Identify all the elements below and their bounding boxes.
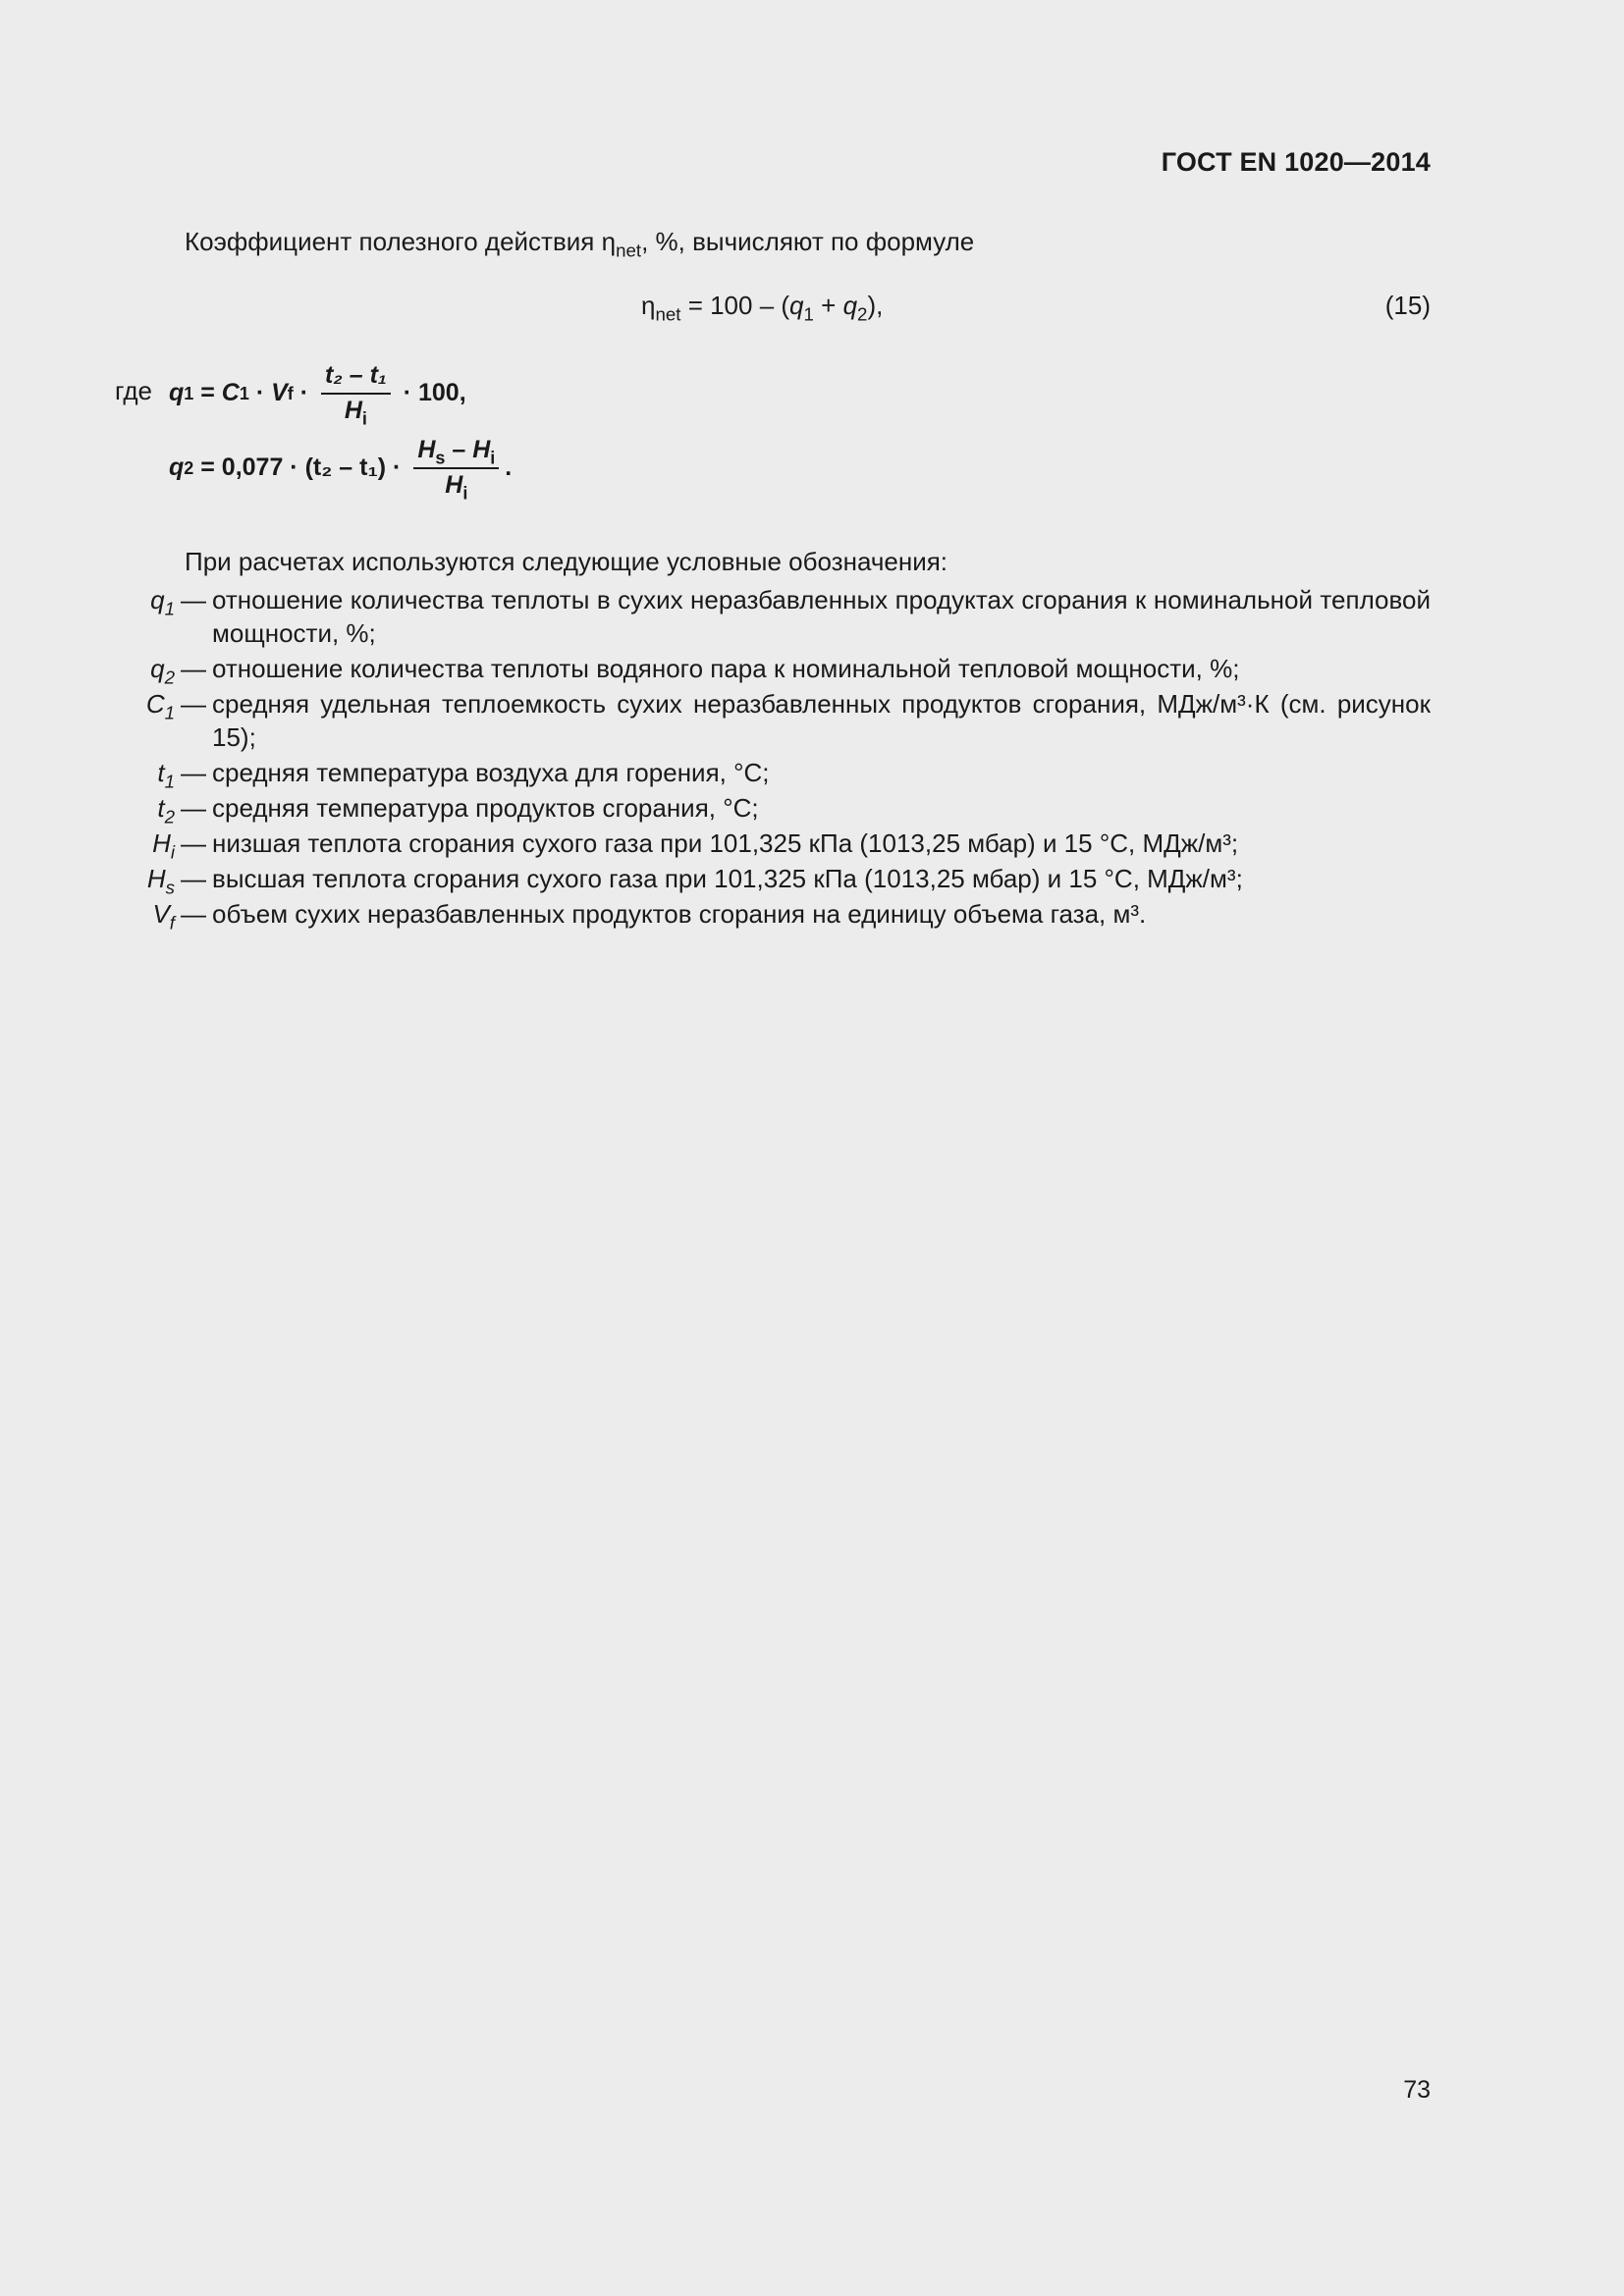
legend-description: средняя удельная теплоемкость сухих неразбавленных продуктов сгорания, МДж/м³·К (см. рисунок 15);: [212, 689, 1431, 752]
standard-header: ГОСТ EN 1020—2014: [1161, 147, 1431, 177]
legend-dash: —: [181, 899, 206, 929]
intro-subscript: net: [616, 240, 642, 261]
fraction-numerator: [413, 436, 499, 469]
formula-q1: q 1 = C 1 · V f · $\frac{\text{t₂ – t₁}}{H_i}$ · 100,: [169, 361, 466, 429]
fraction-den-sub: i: [361, 408, 367, 429]
legend-symbol-letter: V: [152, 899, 170, 929]
legend-symbol: [88, 583, 175, 619]
intro-paragraph: [185, 227, 975, 261]
equation-15: [641, 291, 884, 325]
legend-dash: —: [181, 689, 206, 719]
legend-symbol: [88, 687, 175, 721]
legend-dash: —: [181, 864, 206, 893]
fraction-den-symbol: H: [344, 397, 362, 424]
legend-item: [88, 652, 1431, 688]
fraction-hi-symbol: H: [472, 436, 491, 463]
legend-symbol: [88, 827, 175, 863]
legend-item: [88, 897, 1431, 934]
legend-symbol-sub: f: [169, 912, 175, 934]
legend-symbol-letter: C: [145, 689, 165, 719]
q2-symbol: q: [842, 291, 858, 320]
formula-dot: ·: [293, 379, 315, 406]
legend-symbol-letter: t: [157, 758, 165, 787]
q1-symbol: q: [789, 291, 804, 320]
fraction-hi-sub: i: [490, 448, 496, 468]
formula-dot: ·: [248, 379, 272, 406]
fraction-hs-symbol: H: [417, 436, 436, 463]
legend-symbol-sub: i: [170, 841, 175, 863]
intro-text-end: , %, вычисляют по формуле: [641, 227, 975, 256]
formula-q2-fraction: [413, 436, 499, 504]
fraction-den-symbol: H: [445, 471, 463, 499]
formula-q2-tail: .: [505, 454, 513, 481]
legend-item: [88, 687, 1431, 754]
formula-v-symbol: V: [271, 379, 288, 406]
legend-symbol-sub: 1: [164, 771, 175, 792]
legend-item: [88, 791, 1431, 828]
equation-part: = 100 – (: [680, 291, 790, 320]
fraction-minus: –: [445, 436, 473, 463]
legend-item: [88, 583, 1431, 650]
formula-c-symbol: C: [221, 379, 240, 406]
fraction-hs-sub: s: [435, 448, 446, 468]
legend-symbol-letter: q: [150, 585, 165, 614]
page-number: 73: [1403, 2076, 1431, 2104]
formula-q1-eq: =: [193, 379, 222, 406]
legend-symbol-sub: 2: [164, 806, 175, 828]
q1-subscript: 1: [803, 303, 814, 325]
eta-symbol: η: [641, 291, 656, 320]
legend-dash: —: [181, 585, 206, 614]
legend-description: отношение количества теплоты в сухих неразбавленных продуктах сгорания к номинальной тепловой мощности, %;: [212, 585, 1431, 648]
legend-symbol-sub: 1: [164, 702, 175, 723]
equation-number: (15): [1384, 291, 1431, 320]
legend-dash: —: [181, 654, 206, 683]
legend-symbol: [88, 791, 175, 828]
legend-symbol: [88, 756, 175, 792]
legend-item: [88, 827, 1431, 863]
legend-description: низшая теплота сгорания сухого газа при 101,325 кПа (1013,25 мбар) и 15 °С, МДж/м³;: [212, 828, 1239, 858]
fraction-den-sub: i: [462, 483, 468, 504]
legend-symbol-sub: 2: [164, 667, 175, 688]
legend-symbol-letter: H: [152, 828, 171, 858]
fraction-numerator: [321, 361, 391, 395]
legend-description: объем сухих неразбавленных продуктов сгорания на единицу объема газа, м³.: [212, 899, 1147, 929]
fraction-numerator-text: t₂ – t₁: [325, 361, 387, 389]
legend-symbol-letter: q: [150, 654, 165, 683]
legend-dash: —: [181, 758, 206, 787]
legend-description: средняя температура воздуха для горения, °С;: [212, 758, 770, 787]
legend-symbol-sub: s: [165, 877, 175, 898]
legend-item: [88, 862, 1431, 898]
q2-subscript: 2: [857, 303, 868, 325]
legend-symbol: [88, 652, 175, 688]
legend-symbol: [88, 897, 175, 934]
legend-dash: —: [181, 828, 206, 858]
legend-title: При расчетах используются следующие условные обозначения:: [185, 547, 948, 576]
formula-q1-fraction: [321, 361, 391, 429]
equation-plus: +: [813, 291, 843, 320]
legend-symbol-letter: t: [157, 793, 165, 823]
legend-symbol-sub: 1: [164, 598, 175, 619]
legend-description: отношение количества теплоты водяного пара к номинальной тепловой мощности, %;: [212, 654, 1240, 683]
legend-item: [88, 756, 1431, 792]
legend-symbol: [88, 862, 175, 898]
intro-text: Коэффициент полезного действия η: [185, 227, 617, 256]
formula-q2-mid: = 0,077 · (t₂ – t₁) ·: [193, 454, 408, 481]
legend-description: высшая теплота сгорания сухого газа при 101,325 кПа (1013,25 мбар) и 15 °С, МДж/м³;: [212, 864, 1243, 893]
legend-symbol-letter: H: [146, 864, 166, 893]
formula-q1-tail: · 100,: [396, 379, 466, 406]
formula-q1-symbol: q: [169, 379, 185, 406]
formula-q2: q 2 = 0,077 · (t₂ – t₁) · $\frac{H_s - H_i}{H_i}$ .: [169, 436, 513, 504]
fraction-denominator: [445, 469, 468, 504]
legend-dash: —: [181, 793, 206, 823]
legend-list: [88, 583, 1431, 933]
equation-end: ),: [867, 291, 884, 320]
formula-q2-symbol: q: [169, 454, 185, 481]
where-label: где: [115, 376, 152, 405]
eta-subscript: net: [655, 303, 681, 325]
legend-description: средняя температура продуктов сгорания, °С;: [212, 793, 759, 823]
fraction-denominator: [344, 395, 367, 429]
